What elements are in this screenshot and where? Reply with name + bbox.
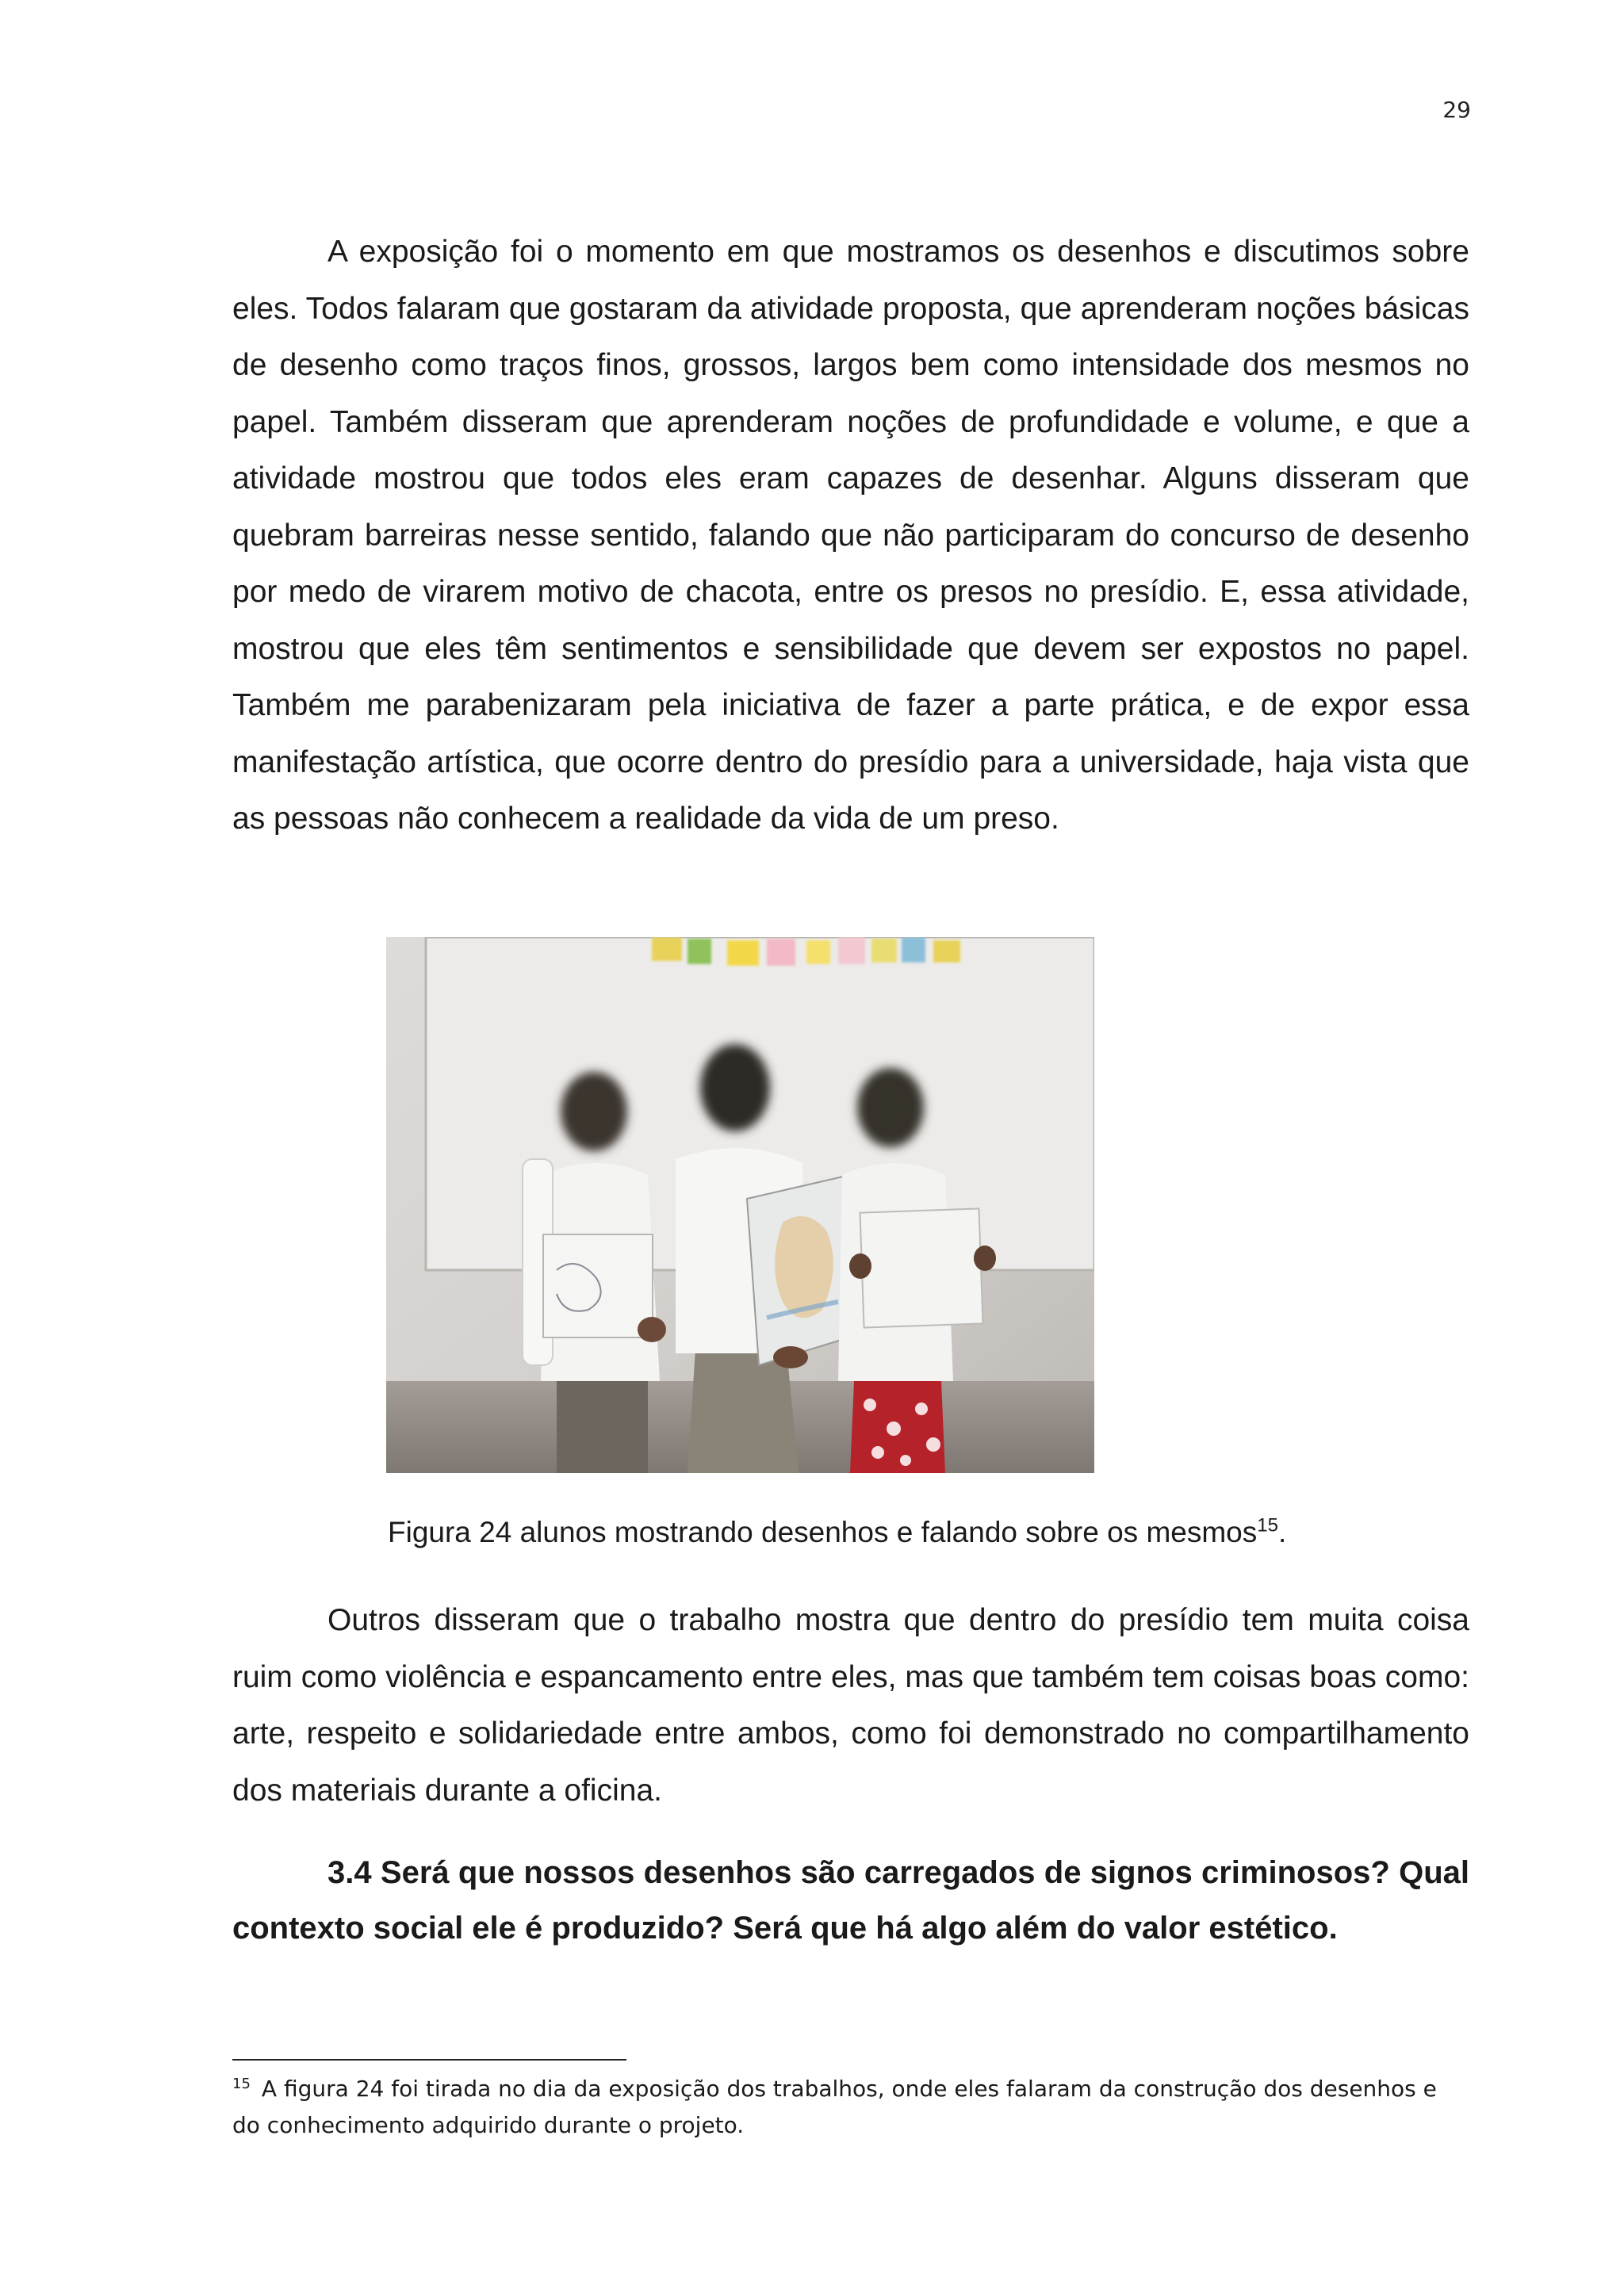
footnote <box>232 2071 1469 2144</box>
paragraph-1-text: A exposição foi o momento em que mostramos os desenhos e discutimos sobre eles. Todos falaram que gostaram da atividade proposta, que aprenderam noções básicas de desenho como traços finos, grossos, largos bem como intensidade dos mesmos no papel. Também disseram que aprenderam noções de profundidade e volume, e que a atividade mostrou que todos eles eram capazes de desenhar. Alguns disseram que quebram barreiras nesse sentido, falando que não participaram do concurso de desenho por medo de virarem motivo de chacota, entre os presos no presídio. E, essa atividade, mostrou que eles têm sentimentos e sensibilidade que devem ser expostos no papel. Também me parabenizaram pela iniciativa de fazer a parte prática, e de expor essa manifestação artística, que ocorre dentro do presídio para a universidade, haja vista que as pessoas não conhecem a realidade da vida de um preso. <box>232 235 1469 836</box>
figure-caption-text: Figura 24 alunos mostrando desenhos e falando sobre os mesmos <box>388 1516 1258 1548</box>
footnote-text: A figura 24 foi tirada no dia da exposição dos trabalhos, onde eles falaram da construção dos desenhos e do conhecimento adquirido durante o projeto. <box>232 2076 1437 2138</box>
students-holding-drawings-photo <box>386 937 1094 1473</box>
body-paragraph-1 <box>232 224 1469 848</box>
footnote-marker: 15 <box>232 2075 251 2092</box>
section-heading <box>232 1845 1469 1956</box>
footnote-reference[interactable]: 15 <box>1257 1514 1278 1536</box>
body-paragraph-2 <box>232 1592 1469 1819</box>
figure-caption <box>388 1513 1286 1552</box>
paragraph-2-text: Outros disseram que o trabalho mostra que dentro do presídio tem muita coisa ruim como violência e espancamento entre eles, mas que também tem coisas boas como: arte, respeito e solidariedade entre ambos, como foi demonstrado no compartilhamento dos materiais durante a oficina. <box>232 1603 1469 1808</box>
figure-24-photo <box>386 937 1094 1473</box>
caption-period: . <box>1277 1516 1287 1548</box>
footnote-separator <box>232 2059 626 2061</box>
page-number: 29 <box>1442 97 1471 123</box>
section-heading-text: 3.4 Será que nossos desenhos são carregados de signos criminosos? Qual contexto social ele é produzido? Será que há algo além do valor estético. <box>232 1855 1469 1946</box>
